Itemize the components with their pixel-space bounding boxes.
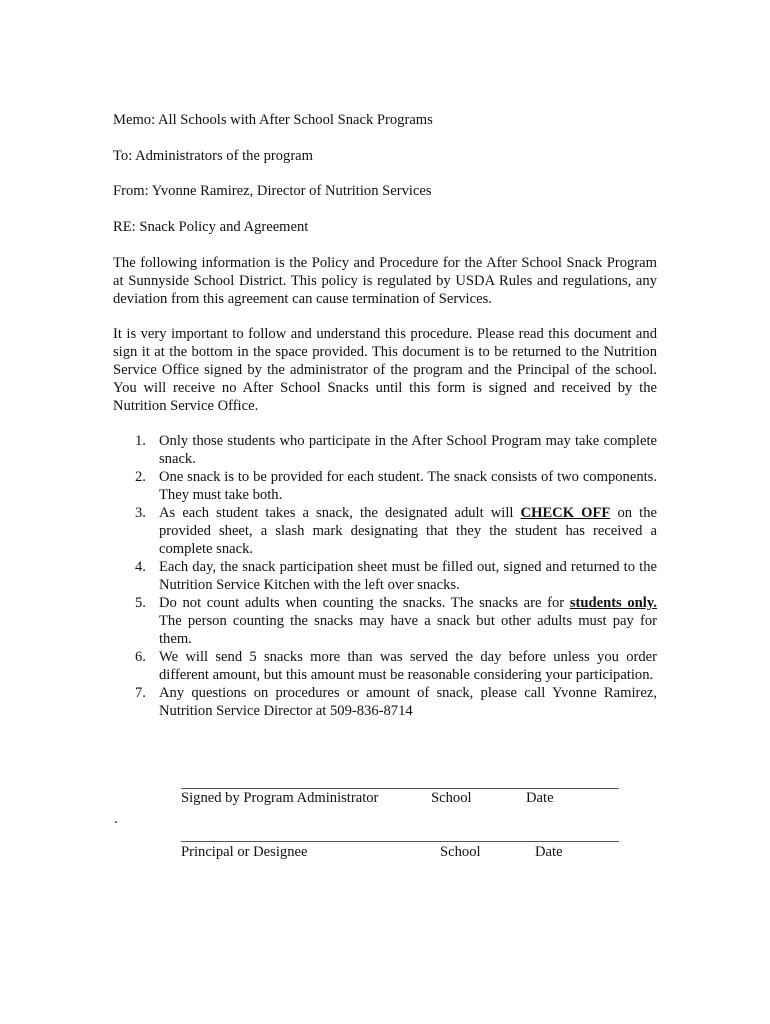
list-item-text: Only those students who participate in the After School Program may take complete snack. — [159, 433, 657, 467]
list-item-text-before: Do not count adults when counting the snacks. The snacks are for — [159, 595, 570, 611]
list-item-number: 7. — [135, 685, 146, 701]
list-item-number: 2. — [135, 469, 146, 485]
list-item-text-before: As each student takes a snack, the designated adult will — [159, 505, 521, 521]
list-item — [113, 468, 657, 504]
students-only-emphasis: students only. — [569, 595, 657, 611]
list-item-text: One snack is to be provided for each student. The snack consists of two components. They must take both. — [159, 469, 657, 503]
list-item — [113, 594, 657, 648]
intro-paragraph: The following information is the Policy and Procedure for the After School Snack Program at Sunnyside School District. This policy is regulated by USDA Rules and regulations, any deviation from this agreement can cause termination of Services. — [113, 255, 657, 307]
instructions-paragraph: It is very important to follow and understand this procedure. Please read this document and sign it at the bottom in the space provided. This document is to be returned to the Nutrition Service Office signed by the administrator of the program and the Principal of the school. You will receive no After School Snacks until this form is signed and received by the Nutrition Service Office. — [113, 326, 657, 414]
memo-re-line: RE: Snack Policy and Agreement — [113, 219, 309, 235]
list-item — [113, 648, 657, 684]
list-item-number: 4. — [135, 559, 146, 575]
memo-subject-line: Memo: All Schools with After School Snack Programs — [113, 112, 433, 128]
list-item-number: 1. — [135, 433, 146, 449]
list-item — [113, 504, 657, 558]
check-off-emphasis: CHECK OFF — [520, 505, 611, 521]
memo-from-line: From: Yvonne Ramirez, Director of Nutrition Services — [113, 183, 432, 199]
principal-signature-label: Principal or Designee — [181, 844, 308, 860]
admin-signature-label: Signed by Program Administrator — [181, 790, 379, 806]
list-item-text: Each day, the snack participation sheet must be filled out, signed and returned to the Nutrition Service Kitchen with the left over snacks. — [159, 559, 657, 593]
admin-date-label: Date — [526, 790, 554, 806]
policy-rules-list — [113, 432, 657, 720]
list-item-number: 5. — [135, 595, 146, 611]
list-item-text: We will send 5 snacks more than was served the day before unless you order different amount, but this amount must be reasonable considering your participation. — [159, 649, 657, 683]
list-item-text-after: on the provided sheet, a slash mark designating that they the student has received a complete snack. — [159, 505, 657, 557]
memo-to-line: To: Administrators of the program — [113, 148, 314, 164]
list-item — [113, 432, 657, 468]
list-item — [113, 684, 657, 720]
list-item-number: 6. — [135, 649, 146, 665]
list-item — [113, 558, 657, 594]
principal-school-label: School — [440, 844, 481, 860]
list-item-text-after: The person counting the snacks may have a snack but other adults must pay for them. — [159, 613, 657, 647]
principal-date-label: Date — [535, 844, 563, 860]
principal-signature-line — [181, 841, 619, 842]
stray-period-mark: . — [114, 811, 118, 827]
list-item-number: 3. — [135, 505, 146, 521]
admin-school-label: School — [431, 790, 472, 806]
list-item-text: Any questions on procedures or amount of snack, please call Yvonne Ramirez, Nutrition Service Director at 509-836-8714 — [159, 685, 657, 719]
